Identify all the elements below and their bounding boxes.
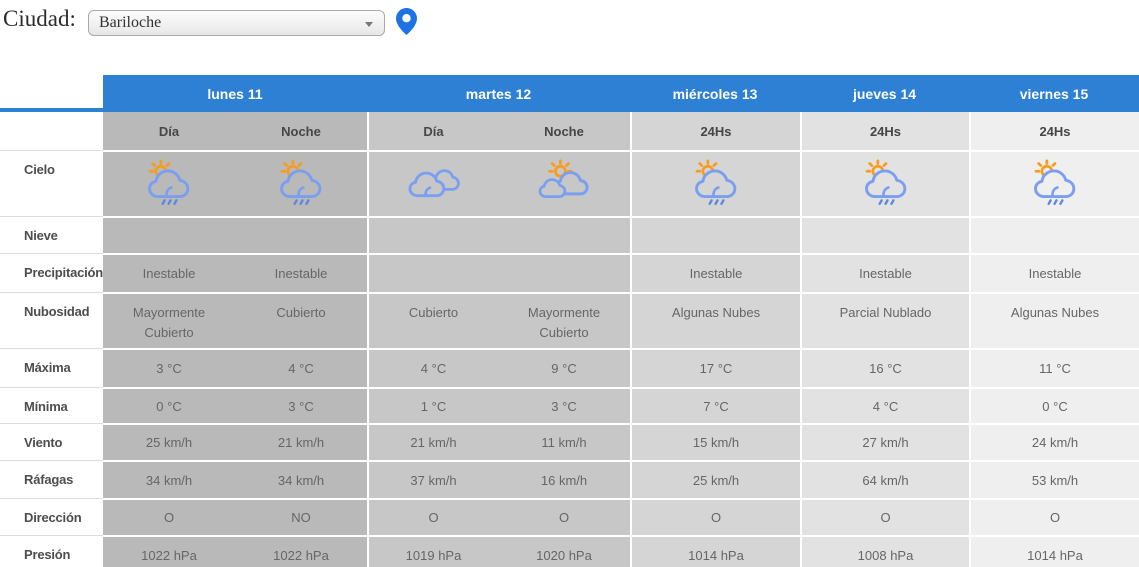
minima-cell: 4 °C <box>800 387 969 423</box>
presion-cell: 1014 hPa <box>630 535 800 567</box>
viento-cell: 21 km/h <box>367 423 498 460</box>
direccion-cell: O <box>800 498 969 535</box>
nubosidad-cell: Cubierto <box>367 292 498 348</box>
nieve-cell <box>969 216 1139 253</box>
city-label: Ciudad: <box>3 6 76 31</box>
presion-cell: 1008 hPa <box>800 535 969 567</box>
nieve-cell <box>800 216 969 253</box>
cielo-cell <box>235 150 367 216</box>
city-dropdown-value: Bariloche <box>99 14 162 31</box>
cielo-cell <box>367 150 498 216</box>
maxima-cell: 4 °C <box>367 348 498 387</box>
day-header-viernes: viernes 15 <box>969 75 1139 112</box>
maxima-cell: 3 °C <box>103 348 235 387</box>
viento-cell: 15 km/h <box>630 423 800 460</box>
nubosidad-cell: Algunas Nubes <box>630 292 800 348</box>
forecast-table <box>0 75 1139 567</box>
row-label-presion: Presión <box>0 535 103 567</box>
minima-cell: 1 °C <box>367 387 498 423</box>
direccion-cell: O <box>498 498 630 535</box>
sun-cloud-rain-icon <box>1026 159 1084 210</box>
nieve-cell <box>630 216 800 253</box>
rafagas-cell: 37 km/h <box>367 460 498 498</box>
sun-cloud-rain-icon <box>687 159 745 210</box>
rafagas-cell: 34 km/h <box>103 460 235 498</box>
minima-cell: 7 °C <box>630 387 800 423</box>
nubosidad-cell: Algunas Nubes <box>969 292 1139 348</box>
direccion-cell: O <box>367 498 498 535</box>
clouds-icon <box>405 159 463 210</box>
direccion-cell: O <box>630 498 800 535</box>
viento-cell: 24 km/h <box>969 423 1139 460</box>
location-pin-icon[interactable] <box>396 8 417 35</box>
day-header-miercoles: miércoles 13 <box>630 75 800 112</box>
row-label-direccion: Dirección <box>0 498 103 535</box>
sun-cloud-rain-icon <box>857 159 915 210</box>
precipitacion-cell <box>498 253 630 292</box>
row-label-nieve: Nieve <box>0 216 103 253</box>
nieve-cell <box>235 216 367 253</box>
nubosidad-cell: Cubierto <box>235 292 367 348</box>
viento-cell: 27 km/h <box>800 423 969 460</box>
dropdown-caret-icon <box>365 22 373 27</box>
nubosidad-cell: Parcial Nublado <box>800 292 969 348</box>
rafagas-cell: 34 km/h <box>235 460 367 498</box>
cielo-cell <box>630 150 800 216</box>
city-selector-bar <box>0 0 1139 50</box>
row-label-maxima: Máxima <box>0 348 103 387</box>
viento-cell: 25 km/h <box>103 423 235 460</box>
subheader-viernes-24hs: 24Hs <box>969 112 1139 150</box>
presion-cell: 1020 hPa <box>498 535 630 567</box>
rafagas-cell: 64 km/h <box>800 460 969 498</box>
sun-cloud-rain-icon <box>272 159 330 210</box>
precipitacion-cell: Inestable <box>800 253 969 292</box>
maxima-cell: 4 °C <box>235 348 367 387</box>
day-header-jueves: jueves 14 <box>800 75 969 112</box>
nieve-cell <box>498 216 630 253</box>
presion-cell: 1019 hPa <box>367 535 498 567</box>
subheader-lunes-noche: Noche <box>235 112 367 150</box>
maxima-cell: 16 °C <box>800 348 969 387</box>
cielo-cell <box>498 150 630 216</box>
direccion-cell: O <box>103 498 235 535</box>
viento-cell: 11 km/h <box>498 423 630 460</box>
direccion-cell: NO <box>235 498 367 535</box>
precipitacion-cell: Inestable <box>630 253 800 292</box>
maxima-cell: 11 °C <box>969 348 1139 387</box>
row-label-rafagas: Ráfagas <box>0 460 103 498</box>
subheader-jueves-24hs: 24Hs <box>800 112 969 150</box>
presion-cell: 1022 hPa <box>103 535 235 567</box>
precipitacion-cell: Inestable <box>235 253 367 292</box>
nubosidad-cell: Mayormente Cubierto <box>498 292 630 348</box>
maxima-cell: 9 °C <box>498 348 630 387</box>
row-label-precipitacion: Precipitación <box>0 253 103 292</box>
subheader-miercoles-24hs: 24Hs <box>630 112 800 150</box>
presion-cell: 1014 hPa <box>969 535 1139 567</box>
row-label-cielo: Cielo <box>0 150 103 216</box>
nieve-cell <box>367 216 498 253</box>
cielo-cell <box>969 150 1139 216</box>
row-label-viento: Viento <box>0 423 103 460</box>
precipitacion-cell: Inestable <box>103 253 235 292</box>
direccion-cell: O <box>969 498 1139 535</box>
row-label-nubosidad: Nubosidad <box>0 292 103 348</box>
viento-cell: 21 km/h <box>235 423 367 460</box>
subheader-martes-dia: Día <box>367 112 498 150</box>
table-corner <box>0 75 103 112</box>
day-header-martes: martes 12 <box>367 75 630 112</box>
subheader-lunes-dia: Día <box>103 112 235 150</box>
minima-cell: 0 °C <box>969 387 1139 423</box>
minima-cell: 0 °C <box>103 387 235 423</box>
city-dropdown[interactable] <box>88 10 385 36</box>
rafagas-cell: 25 km/h <box>630 460 800 498</box>
precipitacion-cell: Inestable <box>969 253 1139 292</box>
subheader-spacer <box>0 112 103 150</box>
minima-cell: 3 °C <box>235 387 367 423</box>
subheader-martes-noche: Noche <box>498 112 630 150</box>
cielo-cell <box>800 150 969 216</box>
nubosidad-cell: Mayormente Cubierto <box>103 292 235 348</box>
sun-clouds-icon <box>535 159 593 210</box>
rafagas-cell: 16 km/h <box>498 460 630 498</box>
sun-cloud-rain-icon <box>140 159 198 210</box>
row-label-minima: Mínima <box>0 387 103 423</box>
cielo-cell <box>103 150 235 216</box>
presion-cell: 1022 hPa <box>235 535 367 567</box>
precipitacion-cell <box>367 253 498 292</box>
minima-cell: 3 °C <box>498 387 630 423</box>
rafagas-cell: 53 km/h <box>969 460 1139 498</box>
nieve-cell <box>103 216 235 253</box>
day-header-lunes: lunes 11 <box>103 75 367 112</box>
maxima-cell: 17 °C <box>630 348 800 387</box>
